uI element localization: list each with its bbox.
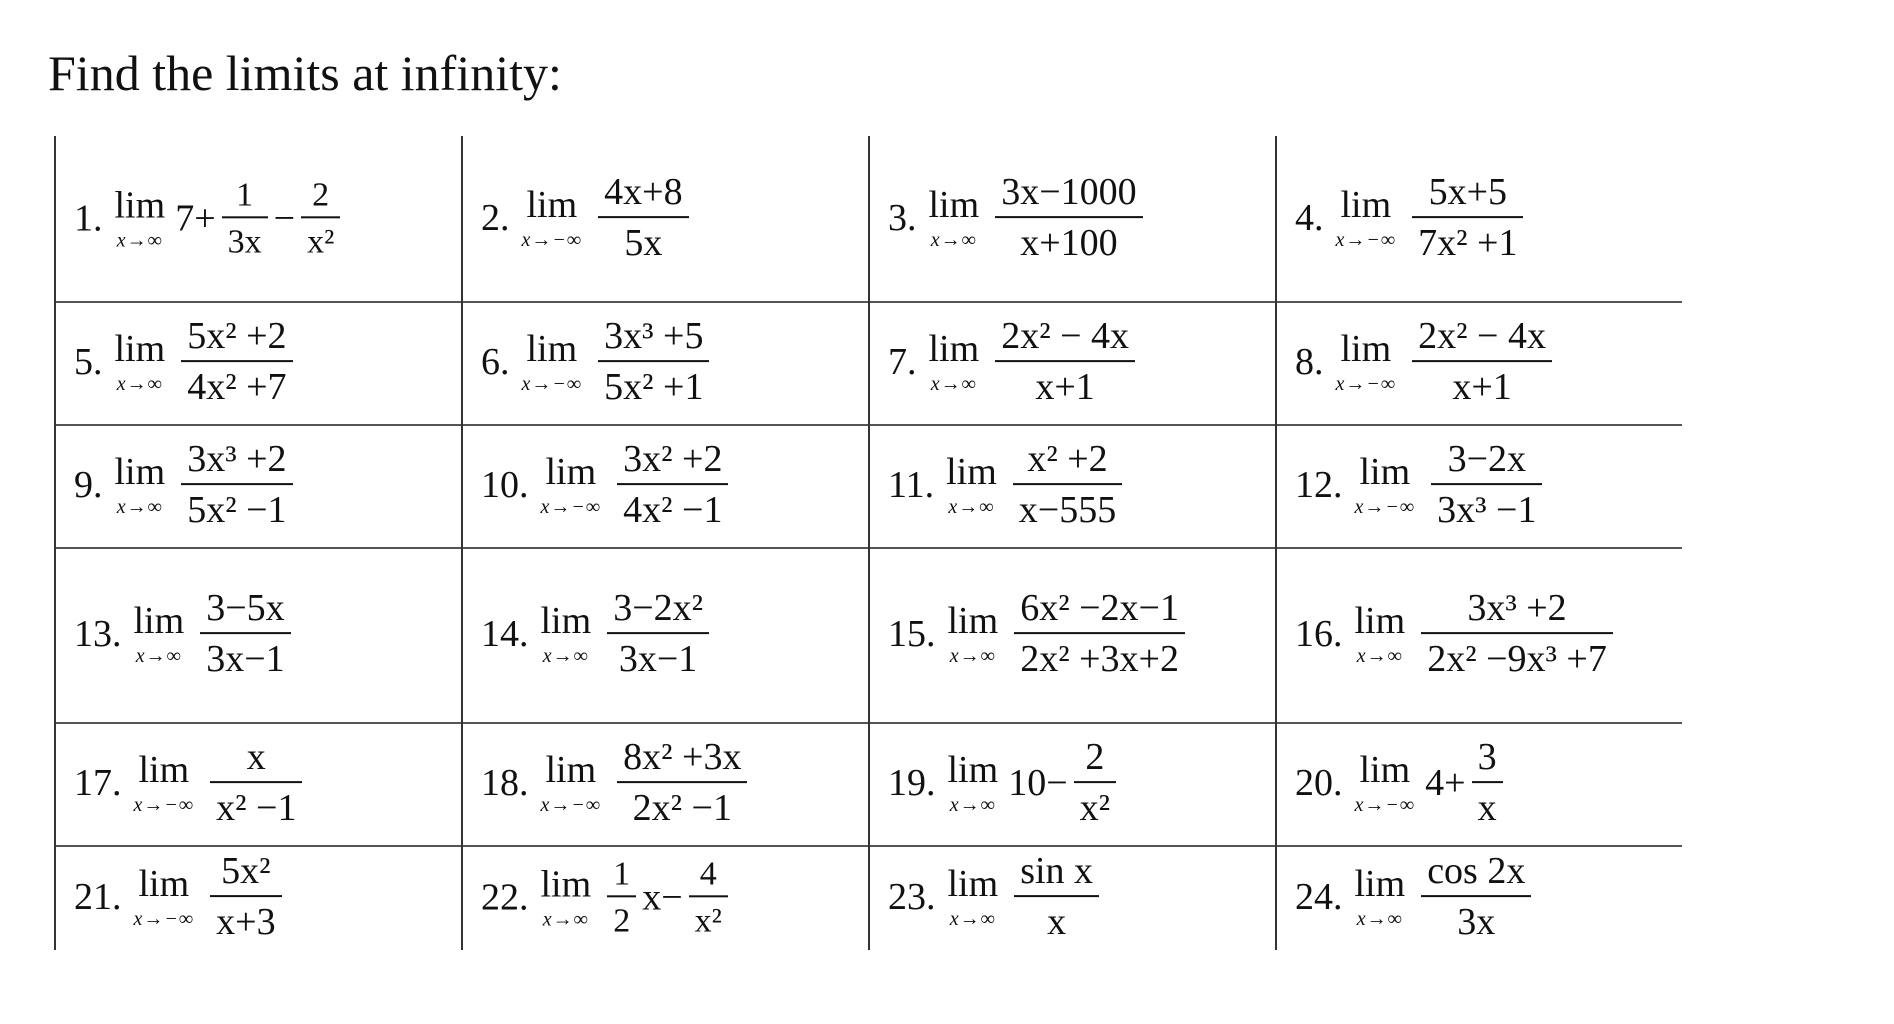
expression-prefix: 4+ [1425, 762, 1466, 805]
limit-operator [540, 863, 592, 931]
lim-label: lim [138, 863, 190, 906]
limit-subscript: x→∞ [930, 373, 977, 396]
limit-operator [1354, 863, 1406, 931]
fraction-denominator: x² [1079, 787, 1111, 830]
fraction-numerator: 4x+8 [604, 170, 683, 213]
fraction-denominator: 2 [613, 902, 631, 940]
table-cell [54, 424, 461, 547]
fraction [995, 314, 1135, 409]
problem-number: 14. [481, 613, 529, 656]
limit-operator [540, 451, 602, 519]
fraction [1014, 849, 1099, 944]
problem-number: 3. [888, 197, 917, 240]
fraction-numerator: 2 [312, 175, 330, 213]
lim-label: lim [928, 184, 980, 227]
limit-subscript: x→−∞ [540, 794, 602, 817]
fraction-numerator: 3x³ +2 [1467, 586, 1567, 629]
fraction [617, 437, 728, 532]
limit-operator [540, 749, 602, 817]
fraction-numerator: 6x² −2x−1 [1020, 586, 1179, 629]
limit-problem [481, 586, 715, 681]
problem-number: 21. [74, 876, 122, 919]
problem-number: 1. [74, 197, 103, 240]
lim-label: lim [1354, 600, 1406, 643]
problem-number: 20. [1295, 762, 1343, 805]
fraction-denominator: 2x² −9x³ +7 [1427, 638, 1607, 681]
fraction-denominator: x [1047, 901, 1067, 944]
fraction-denominator: 3x³ −1 [1437, 489, 1537, 532]
limit-operator [1354, 451, 1416, 519]
problem-number: 9. [74, 464, 103, 507]
lim-label: lim [138, 749, 190, 792]
limit-problem [1295, 170, 1529, 265]
fraction [617, 735, 747, 830]
limit-operator [521, 184, 583, 252]
problem-number: 16. [1295, 613, 1343, 656]
limit-problem [888, 314, 1141, 409]
limit-operator [947, 600, 999, 668]
fraction [1421, 586, 1613, 681]
fraction [607, 856, 636, 939]
limit-operator [928, 184, 980, 252]
fraction [1472, 735, 1503, 830]
fraction-numerator: 3x³ +2 [187, 437, 287, 480]
table-cell [1275, 424, 1682, 547]
limit-subscript: x→∞ [116, 373, 163, 396]
limit-problem [481, 437, 734, 532]
table-cell [461, 301, 868, 424]
lim-label: lim [545, 749, 597, 792]
fraction-denominator: 4x² −1 [623, 489, 723, 532]
fraction-denominator: x² [694, 902, 722, 940]
lim-label: lim [928, 328, 980, 371]
fraction-denominator: 4x² +7 [187, 366, 287, 409]
limit-problem [481, 856, 734, 939]
problem-number: 7. [888, 341, 917, 384]
table-cell [461, 136, 868, 301]
fraction-numerator: 5x² +2 [187, 314, 287, 357]
lim-label: lim [1359, 749, 1411, 792]
fraction-numerator: 5x+5 [1428, 170, 1508, 213]
fraction-numerator: 3−2x [1447, 437, 1527, 480]
table-cell [461, 722, 868, 845]
limit-subscript: x→∞ [542, 645, 589, 668]
lim-label: lim [133, 600, 185, 643]
limit-problem [74, 437, 299, 532]
lim-label: lim [947, 749, 999, 792]
problem-number: 2. [481, 197, 510, 240]
limit-operator [1335, 328, 1397, 396]
limit-subscript: x→−∞ [521, 373, 583, 396]
fraction-denominator: x+1 [1035, 366, 1095, 409]
fraction-numerator: 8x² +3x [623, 735, 742, 778]
fraction-denominator: x+3 [216, 901, 276, 944]
problem-number: 17. [74, 762, 122, 805]
fraction-denominator: 5x² −1 [187, 489, 287, 532]
limit-operator [1354, 600, 1406, 668]
limit-operator [1354, 749, 1416, 817]
expression-operator: x− [642, 876, 683, 919]
limit-problem [888, 735, 1122, 830]
fraction-numerator: 3x² +2 [623, 437, 723, 480]
fraction-denominator: x+100 [1020, 222, 1118, 265]
limit-operator [114, 328, 166, 396]
fraction [1412, 314, 1552, 409]
lim-label: lim [526, 184, 578, 227]
limit-problem [481, 170, 695, 265]
limit-operator [928, 328, 980, 396]
limit-subscript: x→∞ [135, 645, 182, 668]
limit-problem [74, 735, 308, 830]
limit-subscript: x→−∞ [1335, 229, 1397, 252]
fraction-numerator: 4 [699, 854, 717, 892]
fraction [598, 170, 688, 265]
problem-number: 23. [888, 876, 936, 919]
expression-prefix: 7+ [175, 197, 216, 240]
limit-subscript: x→∞ [948, 496, 995, 519]
expression-prefix: 10− [1008, 762, 1068, 805]
table-cell [1275, 845, 1682, 950]
limit-operator [1335, 184, 1397, 252]
fraction-numerator: 3x³ +5 [604, 314, 704, 357]
fraction [1014, 586, 1185, 681]
limit-problem [1295, 735, 1509, 830]
problem-number: 4. [1295, 197, 1324, 240]
limit-operator [521, 328, 583, 396]
lim-label: lim [114, 184, 166, 227]
limit-subscript: x→∞ [930, 229, 977, 252]
fraction [1074, 735, 1116, 830]
fraction [1421, 849, 1531, 944]
lim-label: lim [947, 863, 999, 906]
fraction-denominator: 3x−1 [618, 638, 698, 681]
fraction [222, 177, 268, 260]
fraction-numerator: 2 [1085, 735, 1105, 778]
lim-label: lim [1359, 451, 1411, 494]
limit-problem [481, 735, 753, 830]
table-cell [54, 136, 461, 301]
lim-label: lim [114, 328, 166, 371]
lim-label: lim [946, 451, 997, 494]
fraction-numerator: 3x−1000 [1001, 170, 1137, 213]
limit-subscript: x→∞ [116, 496, 163, 519]
fraction-denominator: 3x [1457, 901, 1496, 944]
limit-problem [888, 170, 1149, 265]
fraction [181, 437, 292, 532]
limit-operator [946, 451, 997, 519]
problem-number: 18. [481, 762, 529, 805]
limit-subscript: x→−∞ [521, 229, 583, 252]
fraction-denominator: x [1477, 787, 1497, 830]
limit-operator [947, 863, 999, 931]
lim-label: lim [545, 451, 597, 494]
fraction-numerator: 2x² − 4x [1001, 314, 1130, 357]
fraction-denominator: 5x² +1 [604, 366, 704, 409]
table-cell [54, 301, 461, 424]
fraction-denominator: 3x−1 [206, 638, 285, 681]
table-cell [868, 424, 1275, 547]
fraction [301, 177, 340, 260]
limit-subscript: x→∞ [1356, 645, 1403, 668]
fraction-numerator: 1 [613, 854, 631, 892]
problem-number: 12. [1295, 464, 1343, 507]
problem-number: 10. [481, 464, 529, 507]
table-cell [1275, 547, 1682, 722]
limit-subscript: x→−∞ [133, 908, 195, 931]
table-cell [868, 547, 1275, 722]
fraction-numerator: x² +2 [1027, 437, 1108, 480]
limit-problem [74, 586, 297, 681]
lim-label: lim [1354, 863, 1406, 906]
limit-subscript: x→∞ [949, 794, 996, 817]
limit-subscript: x→−∞ [1354, 794, 1416, 817]
lim-label: lim [1340, 184, 1392, 227]
fraction-denominator: 2x² −1 [632, 787, 732, 830]
fraction [607, 586, 709, 681]
table-cell [54, 722, 461, 845]
lim-label: lim [540, 863, 592, 906]
limit-subscript: x→∞ [116, 229, 163, 252]
table-cell [868, 301, 1275, 424]
fraction [1013, 437, 1122, 532]
fraction-denominator: 3x [227, 223, 262, 261]
fraction [689, 856, 728, 939]
problem-number: 6. [481, 341, 510, 384]
fraction [1431, 437, 1542, 532]
limit-subscript: x→∞ [1356, 908, 1403, 931]
fraction-numerator: 1 [236, 175, 254, 213]
problem-number: 13. [74, 613, 122, 656]
limit-problem [1295, 314, 1558, 409]
fraction [210, 849, 281, 944]
table-cell [54, 547, 461, 722]
limit-operator [540, 600, 592, 668]
limit-operator [114, 451, 166, 519]
problem-number: 15. [888, 613, 936, 656]
problem-number: 8. [1295, 341, 1324, 384]
limit-problem [888, 586, 1191, 681]
fraction-numerator: 3 [1477, 735, 1497, 778]
lim-label: lim [114, 451, 166, 494]
fraction-denominator: x+1 [1452, 366, 1512, 409]
fraction [598, 314, 709, 409]
limit-subscript: x→−∞ [1354, 496, 1416, 519]
table-cell [461, 547, 868, 722]
limit-operator [133, 749, 195, 817]
limit-problem [74, 314, 299, 409]
limit-operator [133, 863, 195, 931]
fraction-denominator: x−555 [1018, 489, 1117, 532]
expression-operator: − [273, 197, 296, 240]
lim-label: lim [540, 600, 592, 643]
fraction-numerator: 3−5x [206, 586, 285, 629]
table-cell [1275, 301, 1682, 424]
fraction [995, 170, 1142, 265]
fraction-denominator: x² −1 [216, 787, 297, 830]
fraction-denominator: 7x² +1 [1418, 222, 1518, 265]
limit-subscript: x→−∞ [1335, 373, 1397, 396]
fraction-denominator: 5x [624, 222, 663, 265]
fraction-denominator: 2x² +3x+2 [1020, 638, 1179, 681]
limit-operator [947, 749, 999, 817]
table-cell [868, 136, 1275, 301]
limit-subscript: x→−∞ [540, 496, 602, 519]
limit-problem [74, 177, 346, 260]
limit-subscript: x→∞ [949, 908, 996, 931]
fraction-numerator: 5x² [221, 849, 271, 892]
fraction-numerator: 2x² − 4x [1418, 314, 1546, 357]
fraction-numerator: cos 2x [1427, 849, 1526, 892]
lim-label: lim [526, 328, 578, 371]
limit-subscript: x→∞ [542, 908, 589, 931]
problem-number: 24. [1295, 876, 1343, 919]
table-cell [461, 424, 868, 547]
limit-operator [133, 600, 185, 668]
lim-label: lim [1340, 328, 1392, 371]
table-cell [54, 845, 461, 950]
limit-operator [114, 184, 166, 252]
limit-problem [1295, 586, 1619, 681]
fraction [200, 586, 290, 681]
table-cell [461, 845, 868, 950]
limit-subscript: x→−∞ [133, 794, 195, 817]
table-cell [868, 845, 1275, 950]
fraction [1412, 170, 1523, 265]
limit-problem [888, 437, 1128, 532]
problem-number: 11. [888, 464, 935, 507]
fraction-numerator: sin x [1020, 849, 1094, 892]
limit-problem [1295, 849, 1537, 944]
fraction-numerator: 3−2x² [613, 586, 704, 629]
problem-number: 19. [888, 762, 936, 805]
page-title: Find the limits at infinity: [48, 45, 562, 101]
limit-subscript: x→∞ [949, 645, 996, 668]
limit-problem [1295, 437, 1548, 532]
table-cell [868, 722, 1275, 845]
table-cell [1275, 136, 1682, 301]
fraction [210, 735, 302, 830]
fraction [181, 314, 292, 409]
limit-problem [888, 849, 1105, 944]
problem-number: 22. [481, 876, 529, 919]
problem-number: 5. [74, 341, 103, 384]
limit-problem [481, 314, 715, 409]
fraction-numerator: x [246, 735, 266, 778]
table-cell [1275, 722, 1682, 845]
limit-problem [74, 849, 288, 944]
fraction-denominator: x² [307, 223, 335, 261]
lim-label: lim [947, 600, 999, 643]
